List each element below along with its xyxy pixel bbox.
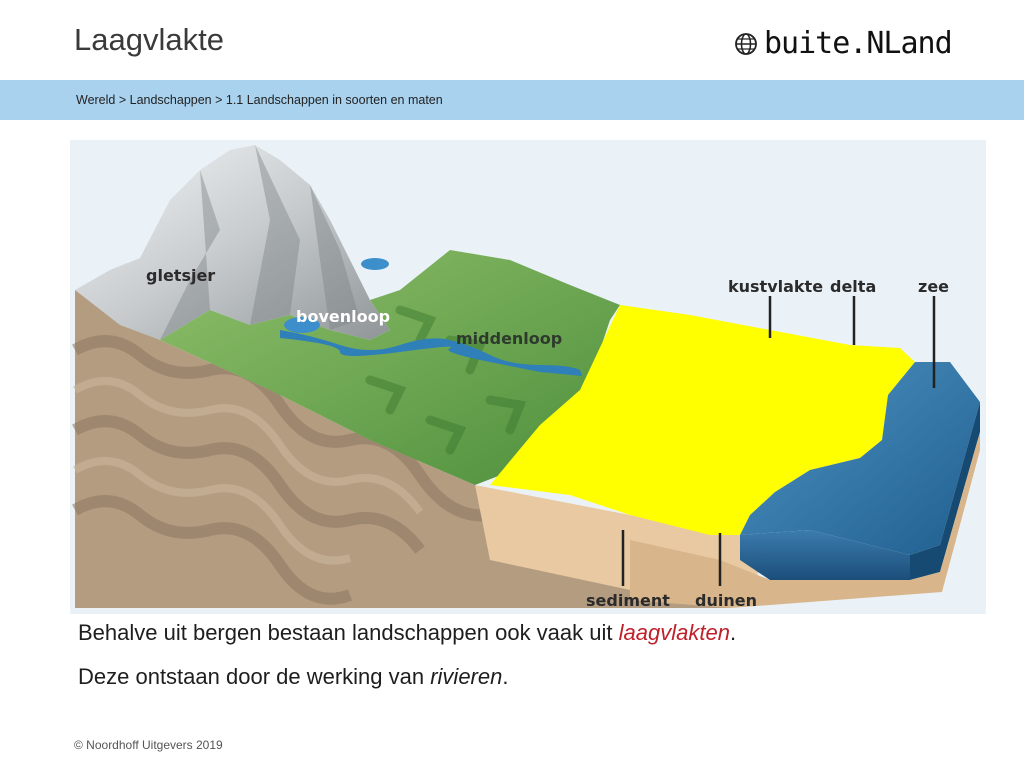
label-middenloop: middenloop xyxy=(456,329,563,348)
landscape-diagram xyxy=(70,140,986,614)
copyright: © Noordhoff Uitgevers 2019 xyxy=(74,738,223,752)
brand-logo[interactable] xyxy=(734,26,952,61)
body-text-line-2 xyxy=(78,664,508,690)
page-title: Laagvlakte xyxy=(74,22,224,57)
label-gletsjer: gletsjer xyxy=(146,266,216,285)
body-text-punct: . xyxy=(502,664,509,689)
label-duinen: duinen xyxy=(695,591,757,610)
label-sediment: sediment xyxy=(586,591,670,610)
body-text: Deze ontstaan door de werking van xyxy=(78,664,431,689)
label-delta: delta xyxy=(830,277,877,296)
label-bovenloop: bovenloop xyxy=(296,307,391,326)
body-text: Behalve uit bergen bestaan landschappen ook vaak uit xyxy=(78,620,619,645)
term-rivieren: rivieren xyxy=(430,664,503,689)
body-text-punct: . xyxy=(729,620,737,645)
label-zee: zee xyxy=(918,277,950,296)
term-laagvlakten: laagvlakten xyxy=(618,620,730,645)
globe-icon xyxy=(734,32,758,56)
mountain-lake xyxy=(361,258,389,270)
breadcrumb-bar xyxy=(0,80,1024,120)
breadcrumb: Wereld > Landschappen > 1.1 Landschappen in soorten en maten xyxy=(76,93,443,107)
label-kustvlakte: kustvlakte xyxy=(728,277,824,296)
body-text-line-1 xyxy=(78,620,736,646)
brand-name: buite.NLand xyxy=(764,26,952,61)
